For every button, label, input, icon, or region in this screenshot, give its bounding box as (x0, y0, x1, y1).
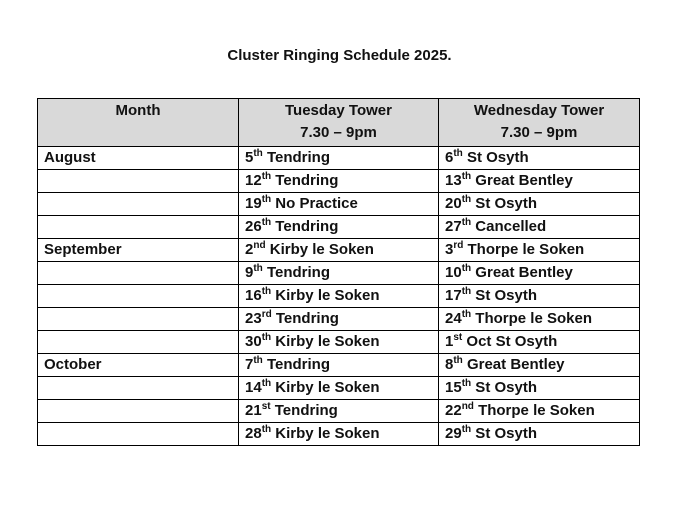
tower-name: Tendring (262, 149, 331, 166)
tower-name: Thorpe le Soken (471, 310, 592, 327)
tower-name: Kirby le Soken (271, 287, 380, 304)
date-ordinal-suffix: th (461, 263, 472, 274)
month-cell (38, 285, 239, 308)
date-day: 23 (245, 310, 262, 327)
date-day: 24 (445, 310, 462, 327)
tower-name: Kirby le Soken (271, 425, 380, 442)
tower-name: St Osyth (471, 287, 537, 304)
month-cell (38, 216, 239, 239)
date-day: 27 (445, 218, 462, 235)
tower-name: Cancelled (471, 218, 547, 235)
date-day: 30 (245, 333, 262, 350)
tuesday-header-label: Tuesday Tower (285, 102, 392, 119)
tower-name: St Osyth (471, 379, 537, 396)
date-ordinal-suffix: st (453, 332, 463, 343)
date-ordinal-suffix: th (253, 355, 263, 366)
month-cell (38, 308, 239, 331)
table-row (38, 400, 640, 423)
table-row (38, 170, 640, 193)
tuesday-tower-cell (239, 285, 439, 308)
tower-name: Tendring (270, 402, 338, 419)
date-ordinal-suffix: th (461, 309, 472, 320)
month-cell (38, 262, 239, 285)
tower-name: St Osyth (471, 195, 537, 212)
tower-name: No Practice (271, 195, 358, 212)
date-ordinal-suffix: th (261, 332, 272, 343)
tower-name: Thorpe le Soken (473, 402, 595, 419)
wednesday-tower-cell (439, 239, 640, 262)
wednesday-header-time: 7.30 – 9pm (500, 124, 578, 141)
date-day: 29 (445, 425, 462, 442)
tuesday-tower-cell (239, 377, 439, 400)
date-ordinal-suffix: th (253, 263, 263, 274)
schedule-body (38, 147, 640, 446)
date-day: 2 (245, 241, 254, 258)
wednesday-tower-cell (439, 170, 640, 193)
table-row (38, 377, 640, 400)
date-ordinal-suffix: th (261, 194, 272, 205)
table-row (38, 354, 640, 377)
tuesday-tower-cell (239, 147, 439, 170)
date-ordinal-suffix: th (461, 286, 472, 297)
date-ordinal-suffix: nd (253, 240, 266, 251)
wednesday-header-label: Wednesday Tower (473, 102, 605, 119)
header-row (38, 99, 640, 147)
date-day: 26 (245, 218, 262, 235)
tower-name: Great Bentley (471, 172, 573, 189)
date-ordinal-suffix: th (461, 378, 472, 389)
table-row (38, 193, 640, 216)
date-ordinal-suffix: th (453, 148, 463, 159)
wednesday-tower-cell (439, 262, 640, 285)
date-day: 19 (245, 195, 262, 212)
table-row (38, 331, 640, 354)
wednesday-tower-cell (439, 308, 640, 331)
month-cell: August (38, 147, 239, 170)
date-day: 13 (445, 172, 462, 189)
date-day: 22 (445, 402, 462, 419)
date-ordinal-suffix: th (461, 171, 472, 182)
tuesday-tower-cell (239, 423, 439, 446)
month-cell (38, 423, 239, 446)
wednesday-tower-cell (439, 331, 640, 354)
table-row (38, 262, 640, 285)
column-header-tuesday (239, 99, 439, 147)
date-day: 16 (245, 287, 262, 304)
tuesday-tower-cell (239, 331, 439, 354)
wednesday-tower-cell (439, 423, 640, 446)
date-ordinal-suffix: th (261, 217, 272, 228)
month-cell (38, 193, 239, 216)
date-ordinal-suffix: th (461, 194, 472, 205)
date-day: 9 (245, 264, 254, 281)
month-header-label: Month (115, 102, 161, 119)
wednesday-tower-cell (439, 147, 640, 170)
tuesday-tower-cell (239, 193, 439, 216)
date-day: 10 (445, 264, 462, 281)
date-ordinal-suffix: nd (461, 401, 474, 412)
wednesday-tower-cell (439, 216, 640, 239)
date-ordinal-suffix: th (461, 217, 472, 228)
date-ordinal-suffix: th (453, 355, 463, 366)
tower-name: Tendring (262, 264, 331, 281)
wednesday-tower-cell (439, 285, 640, 308)
date-day: 7 (245, 356, 254, 373)
date-ordinal-suffix: th (261, 286, 272, 297)
tower-name: Tendring (271, 172, 339, 189)
tower-name: Thorpe le Soken (463, 241, 585, 258)
column-header-wednesday (439, 99, 640, 147)
tower-name: St Osyth (462, 149, 529, 166)
date-day: 14 (245, 379, 262, 396)
date-ordinal-suffix: th (461, 424, 472, 435)
tuesday-tower-cell (239, 308, 439, 331)
tower-name: Great Bentley (471, 264, 573, 281)
table-row (38, 285, 640, 308)
tower-name: Kirby le Soken (265, 241, 374, 258)
date-day: 3 (445, 241, 454, 258)
month-cell: October (38, 354, 239, 377)
tuesday-header-time: 7.30 – 9pm (300, 124, 377, 141)
column-header-month (38, 99, 239, 147)
month-cell (38, 170, 239, 193)
table-row (38, 216, 640, 239)
tuesday-tower-cell (239, 354, 439, 377)
wednesday-tower-cell (439, 193, 640, 216)
table-row (38, 239, 640, 262)
wednesday-tower-cell (439, 377, 640, 400)
date-ordinal-suffix: th (261, 171, 272, 182)
date-ordinal-suffix: rd (261, 309, 272, 320)
date-ordinal-suffix: th (261, 378, 272, 389)
date-day: 28 (245, 425, 262, 442)
date-ordinal-suffix: rd (453, 240, 464, 251)
month-cell (38, 400, 239, 423)
date-day: 15 (445, 379, 462, 396)
tuesday-tower-cell (239, 216, 439, 239)
date-day: 20 (445, 195, 462, 212)
tuesday-tower-cell (239, 262, 439, 285)
schedule-table (37, 98, 640, 446)
date-day: 12 (245, 172, 262, 189)
document-title: Cluster Ringing Schedule 2025. (227, 47, 452, 64)
date-ordinal-suffix: st (261, 401, 271, 412)
table-row (38, 147, 640, 170)
tower-name: St Osyth (471, 425, 537, 442)
tower-name: Kirby le Soken (271, 333, 380, 350)
tuesday-tower-cell (239, 239, 439, 262)
date-day: 8 (445, 356, 454, 373)
tuesday-tower-cell (239, 170, 439, 193)
table-row (38, 423, 640, 446)
month-cell (38, 331, 239, 354)
wednesday-tower-cell (439, 400, 640, 423)
tower-name: Tendring (271, 218, 339, 235)
tower-name: Tendring (262, 356, 331, 373)
tuesday-tower-cell (239, 400, 439, 423)
tower-name: Oct St Osyth (462, 333, 558, 350)
date-day: 6 (445, 149, 454, 166)
month-cell: September (38, 239, 239, 262)
date-ordinal-suffix: th (261, 424, 272, 435)
tower-name: Kirby le Soken (271, 379, 380, 396)
wednesday-tower-cell (439, 354, 640, 377)
date-day: 21 (245, 402, 262, 419)
tower-name: Great Bentley (462, 356, 565, 373)
table-row (38, 308, 640, 331)
date-day: 5 (245, 149, 254, 166)
date-ordinal-suffix: th (253, 148, 263, 159)
month-cell (38, 377, 239, 400)
date-day: 17 (445, 287, 462, 304)
tower-name: Tendring (271, 310, 339, 327)
date-day: 1 (445, 333, 454, 350)
